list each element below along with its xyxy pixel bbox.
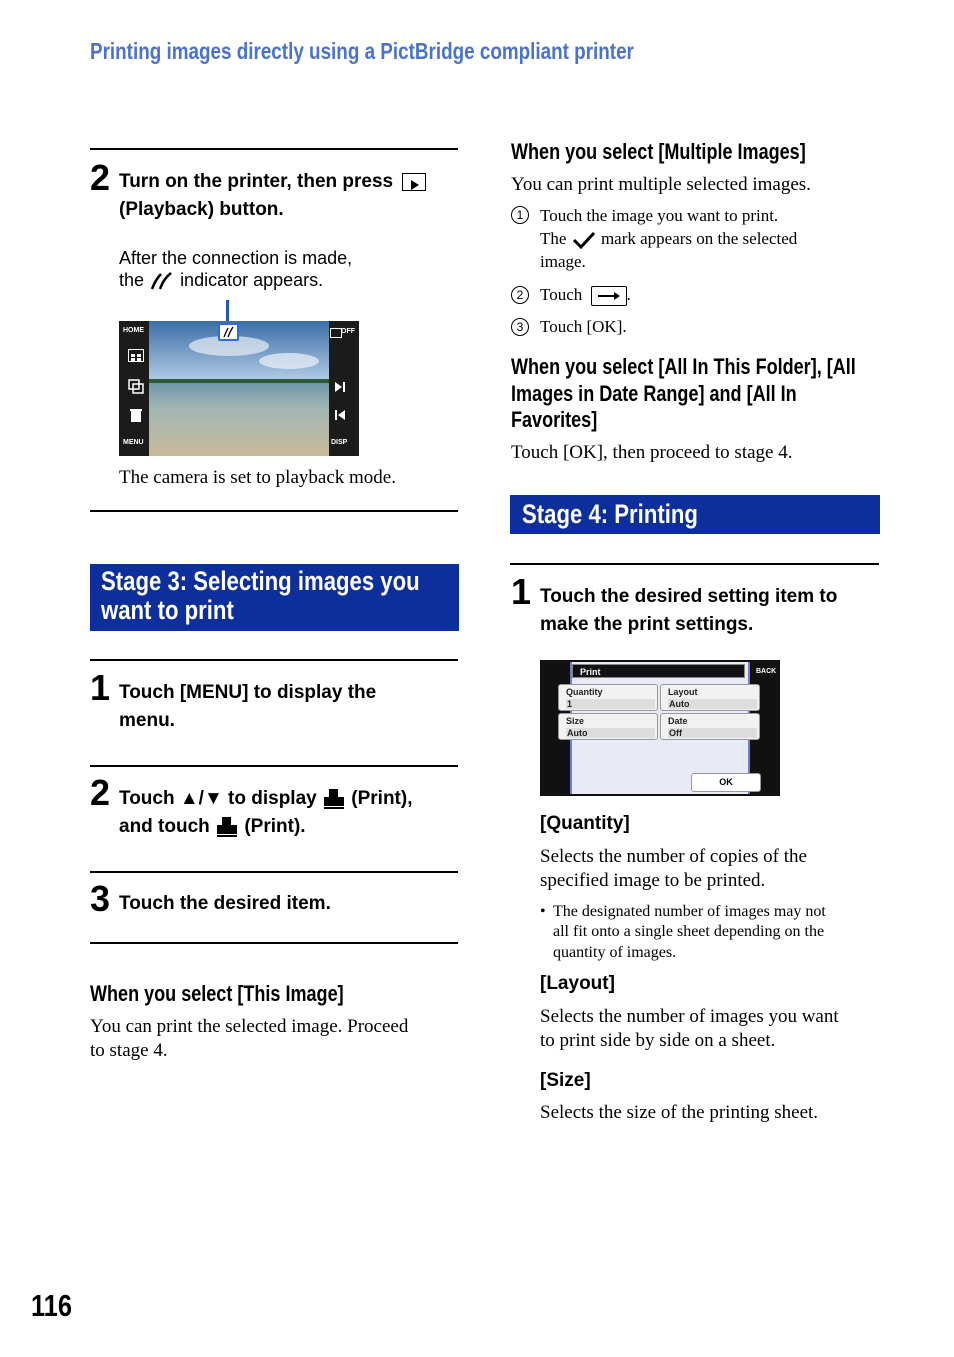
display-off-button[interactable]: OFF <box>341 328 355 335</box>
divider <box>90 942 458 944</box>
note-line: After the connection is made, <box>119 248 353 268</box>
body-text: You can print multiple selected images. <box>511 174 811 195</box>
pictbridge-indicator <box>218 323 239 341</box>
back-button[interactable]: BACK <box>756 668 777 675</box>
stage3-title-line2: want to print <box>101 595 234 625</box>
body-text: specified image to be printed. <box>540 870 766 891</box>
list-text-part: The <box>540 229 567 248</box>
divider <box>90 765 458 767</box>
camera-caption: The camera is set to playback mode. <box>119 467 396 488</box>
list-marker: 1 <box>511 206 529 224</box>
field-value: 1 <box>566 699 655 709</box>
stage3-banner <box>90 564 459 631</box>
pictbridge-indicator-icon <box>149 271 175 291</box>
layout-field[interactable] <box>660 684 760 711</box>
step-text <box>119 168 426 196</box>
step-text: Touch [MENU] to display the <box>119 682 377 703</box>
step-text-part: (Print), <box>351 788 413 809</box>
size-heading: [Size] <box>540 1070 591 1091</box>
step-text: Touch the desired item. <box>119 893 331 914</box>
note-text: indicator appears. <box>180 270 324 290</box>
trash-icon[interactable] <box>129 407 143 423</box>
list-marker: 2 <box>511 286 529 304</box>
folder-heading: Images in Date Range] and [All In <box>511 381 797 406</box>
step-text: menu. <box>119 710 175 731</box>
quantity-field[interactable] <box>558 684 658 711</box>
body-text: Selects the number of copies of the <box>540 846 807 867</box>
step-number: 2 <box>90 772 111 813</box>
list-text-part: . <box>626 285 631 304</box>
list-item-text: Touch the image you want to print. <box>540 206 779 225</box>
disp-button[interactable]: DISP <box>331 439 348 446</box>
this-image-heading: When you select [This Image] <box>90 981 344 1006</box>
step-text-part: (Print). <box>244 816 306 837</box>
list-item-text: Touch [OK]. <box>540 317 627 336</box>
field-label: Size <box>566 716 585 726</box>
field-label: Layout <box>668 687 698 697</box>
callout-line <box>226 300 229 322</box>
checkmark-icon <box>571 231 597 249</box>
slideshow-icon[interactable] <box>128 379 144 395</box>
step-number: 3 <box>90 878 111 919</box>
ok-button[interactable]: OK <box>691 773 761 792</box>
playback-icon <box>402 173 426 191</box>
folder-heading: When you select [All In This Folder], [All <box>511 354 856 379</box>
divider <box>510 563 879 565</box>
print-icon <box>215 816 239 838</box>
note-text: all fit onto a single sheet depending on the <box>553 923 825 940</box>
field-value: Auto <box>668 699 757 709</box>
menu-button[interactable]: MENU <box>123 439 144 446</box>
home-button[interactable]: HOME <box>123 327 144 334</box>
step-text <box>119 785 413 813</box>
stage3-title-line1: Stage 3: Selecting images you <box>101 566 420 596</box>
stage4-banner <box>510 495 880 534</box>
stage4-title: Stage 4: Printing <box>522 499 698 529</box>
step-text-continued: (Playback) button. <box>119 199 284 220</box>
list-item-text: image. <box>540 252 586 271</box>
list-item-text <box>540 283 631 306</box>
note-line <box>119 269 323 292</box>
print-screen-title: Print <box>572 664 745 678</box>
field-label: Date <box>668 716 688 726</box>
step-text: Touch the desired setting item to <box>540 586 838 607</box>
field-value: Off <box>668 728 757 738</box>
previous-icon[interactable] <box>334 408 346 420</box>
body-text: to stage 4. <box>90 1040 168 1061</box>
step-text <box>119 813 306 841</box>
step-text-part: and touch <box>119 816 210 837</box>
body-text: You can print the selected image. Proceed <box>90 1016 409 1037</box>
step-number: 1 <box>511 571 532 612</box>
body-text: Touch [OK], then proceed to stage 4. <box>511 442 793 463</box>
field-value: Auto <box>566 728 655 738</box>
print-settings-screen <box>540 660 780 796</box>
divider <box>90 871 458 873</box>
divider <box>90 510 458 512</box>
multiple-images-heading: When you select [Multiple Images] <box>511 139 806 164</box>
list-text-part: mark appears on the selected <box>600 229 798 248</box>
note-text: quantity of images. <box>553 944 677 961</box>
page-number: 116 <box>31 1288 73 1323</box>
layout-heading: [Layout] <box>540 973 615 994</box>
print-icon <box>322 788 346 810</box>
size-field[interactable] <box>558 713 658 740</box>
step-text: make the print settings. <box>540 614 754 635</box>
step-text-part: Turn on the printer, then press <box>119 171 394 192</box>
body-text: to print side by side on a sheet. <box>540 1030 776 1051</box>
bullet: • <box>540 903 546 920</box>
camera-playback-screen <box>119 321 359 456</box>
note-text: the <box>119 270 145 290</box>
divider <box>90 148 458 150</box>
index-icon[interactable] <box>128 349 144 362</box>
list-text-part: Touch <box>540 285 583 304</box>
step-number: 2 <box>90 157 111 198</box>
date-field[interactable] <box>660 713 760 740</box>
note-text: The designated number of images may not <box>553 903 826 920</box>
next-icon[interactable] <box>334 380 346 392</box>
list-item-text <box>540 227 797 250</box>
list-marker: 3 <box>511 318 529 336</box>
step-number: 1 <box>90 667 111 708</box>
body-text: Selects the size of the printing sheet. <box>540 1102 819 1123</box>
page-header-title: Printing images directly using a PictBridge compliant printer <box>90 38 634 64</box>
folder-heading: Favorites] <box>511 407 598 432</box>
field-label: Quantity <box>566 687 603 697</box>
body-text: Selects the number of images you want <box>540 1006 839 1027</box>
step-text-part: Touch ▲/▼ to display <box>119 788 317 809</box>
quantity-heading: [Quantity] <box>540 813 630 834</box>
divider <box>90 659 458 661</box>
next-arrow-button-icon <box>591 286 627 306</box>
beach-photo <box>119 321 359 456</box>
